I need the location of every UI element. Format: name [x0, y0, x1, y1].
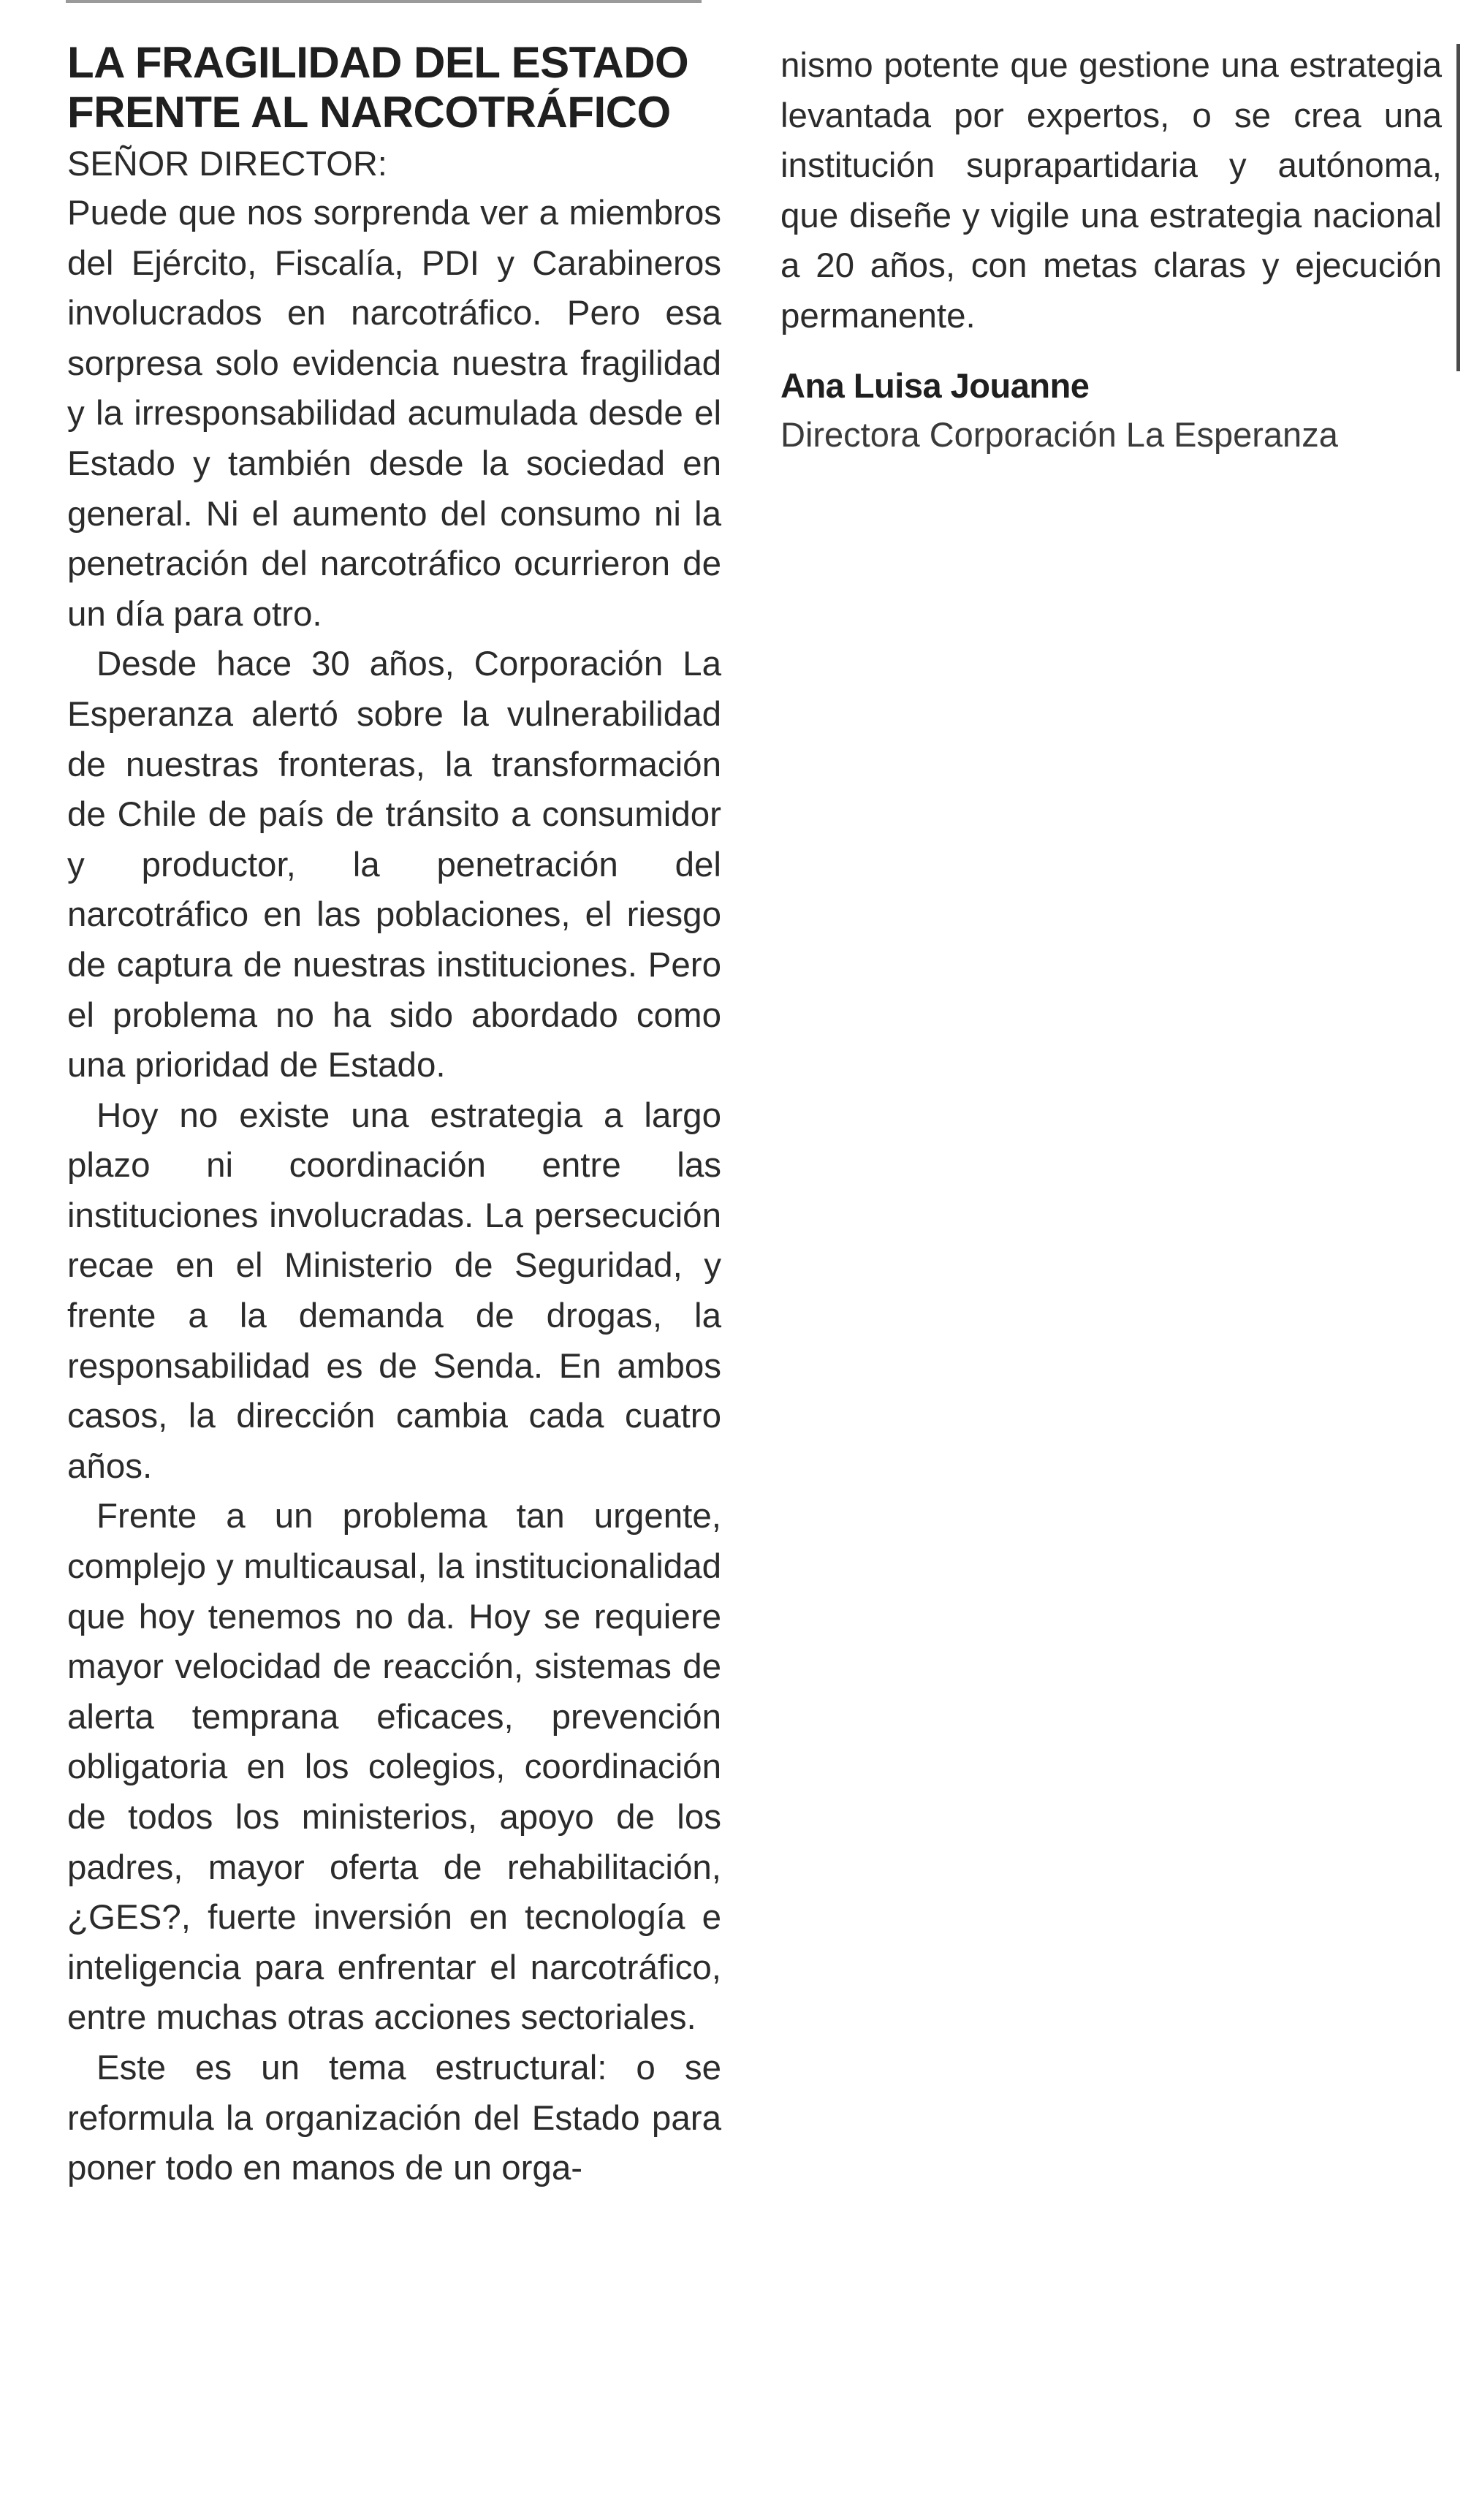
column-rule [1456, 44, 1460, 371]
top-rule [66, 0, 702, 3]
paragraph-5: Este es un tema estructural: o se reformula la organización del Estado para poner todo en manos de un orga- [67, 2048, 721, 2188]
paragraph-3: Hoy no existe una estrategia a largo plazo ni coordinación entre las instituciones involucradas. La persecución recae en el Ministerio de Seguridad, y frente a la demanda de drogas, la responsabilidad es de Senda. En ambos casos, la dirección cambia cada cuatro años. [67, 1096, 721, 1486]
paragraph-2: Desde hace 30 años, Corporación La Esperanza alertó sobre la vulnerabilidad de nuestras fronteras, la transformación de Chile de país de tránsito a consumidor y productor, la penetración del narcotráfico en las poblaciones, el riesgo de captura de nuestras instituciones. Pero el problema no ha sido abordado como una prioridad de Estado. [67, 645, 721, 1085]
paragraph-1: Puede que nos sorprenda ver a miembros del Ejército, Fiscalía, PDI y Carabineros involucrados en narcotráfico. Pero esa sorpresa solo evidencia nuestra fragilidad y la irresponsabilidad acumulada desde el Estado y también desde la sociedad en general. Ni el aumento del consumo ni la penetración del narcotráfico ocurrieron de un día para otro. [67, 194, 721, 634]
headline: LA FRAGILIDAD DEL ESTADO FRENTE AL NARCOTRÁFICO [67, 38, 689, 137]
author-name: Ana Luisa Jouanne [780, 365, 1090, 405]
author-role: Directora Corporación La Esperanza [780, 414, 1338, 454]
salutation: SEÑOR DIRECTOR: [67, 144, 387, 183]
right-column [780, 41, 1442, 459]
left-column [67, 38, 721, 2194]
letter-body [67, 189, 721, 2194]
paragraph-4: Frente a un problema tan urgente, complejo y multicausal, la institucionalidad que hoy tenemos no da. Hoy se requiere mayor velocidad de reacción, sistemas de alerta temprana eficaces, prevención obligatoria en los colegios, coordinación de todos los ministerios, apoyo de los padres, mayor oferta de rehabilitación, ¿GES?, fuerte inversión en tecnología e inteligencia para enfrentar el narcotráfico, entre muchas otras acciones sectoriales. [67, 1497, 721, 2038]
paragraph-5-continuation: nismo potente que gestione una estrategia levantada por expertos, o se crea una institución suprapartidaria y autónoma, que diseñe y vigile una estrategia nacional a 20 años, con metas claras y ejecución permanente. [780, 46, 1442, 335]
